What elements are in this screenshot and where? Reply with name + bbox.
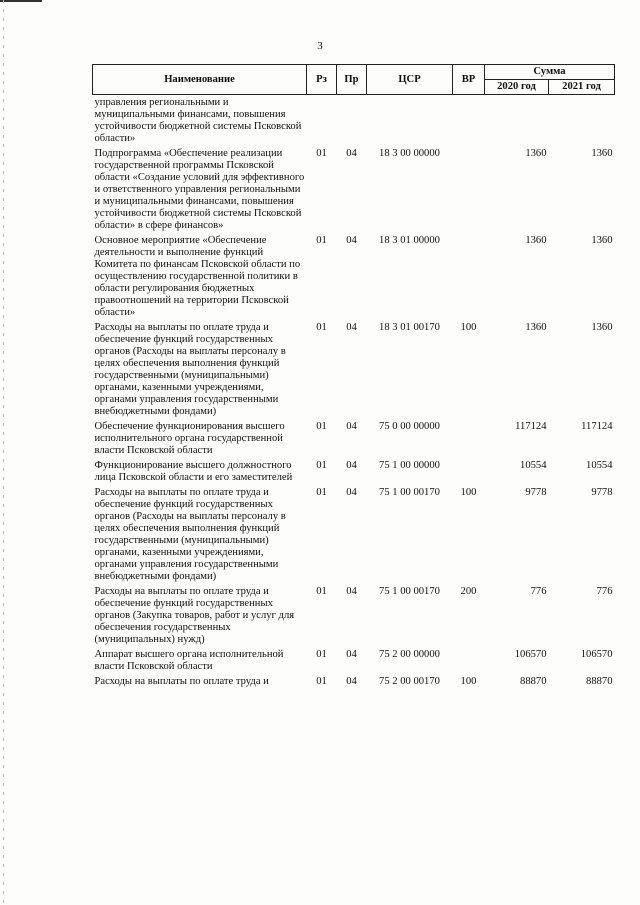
cell-sum-2021: 1360 — [591, 235, 613, 246]
cell-sum-2020: 10554 — [520, 460, 547, 471]
table-row — [93, 320, 615, 419]
cell-sum-2020: 1360 — [525, 235, 547, 246]
cell-sum-2021: 106570 — [580, 649, 613, 660]
cell-name: Подпрограмма «Обеспечение реализации государственной программы Псковской области «Создание условий для эффективного и ответственного управления региональными и муниципальными финансами, повышения устойчивости бюджетной системы Псковской области» в сфере финансов» — [94, 148, 305, 231]
cell-sum-2020 — [485, 95, 549, 147]
cell-vr — [453, 458, 485, 485]
cell-csr: 18 3 01 00000 — [379, 235, 440, 246]
cell-rz: 01 — [316, 676, 327, 687]
header-sum: Сумма — [485, 65, 615, 80]
table-body — [93, 95, 615, 690]
table-row — [93, 146, 615, 233]
cell-sum-2021: 776 — [596, 586, 613, 597]
cell-rz: 01 — [316, 322, 327, 333]
cell-pr: 04 — [346, 649, 357, 660]
cell-sum-2021: 1360 — [591, 148, 613, 159]
left-edge-scan-mark — [3, 0, 4, 905]
cell-rz: 01 — [316, 586, 327, 597]
cell-rz — [307, 95, 337, 147]
cell-csr: 18 3 01 00170 — [379, 322, 440, 333]
corner-scan-mark — [0, 0, 42, 2]
table-row — [93, 458, 615, 485]
cell-vr — [453, 419, 485, 458]
cell-sum-2021: 9778 — [591, 487, 613, 498]
cell-sum-2020: 88870 — [520, 676, 547, 687]
cell-vr — [453, 647, 485, 674]
cell-pr: 04 — [346, 586, 357, 597]
cell-vr: 100 — [460, 322, 477, 333]
cell-name: Расходы на выплаты по оплате труда и обеспечение функций государственных органов (Расходы на выплаты персоналу в целях обеспечения выполнения функций государственными (муниципальными) органами, казенными учреждениями, органами управления государственными внебюджетными фондами) — [94, 322, 286, 417]
table-row — [93, 584, 615, 647]
cell-csr: 75 0 00 00000 — [379, 421, 440, 432]
cell-vr: 100 — [460, 676, 477, 687]
cell-vr — [453, 95, 485, 147]
table-header — [93, 65, 615, 95]
cell-csr: 75 1 00 00170 — [379, 487, 440, 498]
table-row — [93, 485, 615, 584]
table-row — [93, 95, 615, 147]
header-csr: ЦСР — [367, 65, 453, 95]
cell-sum-2021: 1360 — [591, 322, 613, 333]
cell-rz: 01 — [316, 421, 327, 432]
cell-pr: 04 — [346, 487, 357, 498]
header-vr: ВР — [453, 65, 485, 95]
cell-sum-2021: 88870 — [586, 676, 613, 687]
cell-sum-2021: 117124 — [581, 421, 613, 432]
cell-sum-2021: 10554 — [586, 460, 613, 471]
cell-rz: 01 — [316, 148, 327, 159]
header-pr: Пр — [337, 65, 367, 95]
cell-pr — [337, 95, 367, 147]
cell-sum-2020: 776 — [530, 586, 547, 597]
table-row — [93, 647, 615, 674]
table-row — [93, 419, 615, 458]
cell-name: Основное мероприятие «Обеспечение деятельности и выполнение функций Комитета по финансам Псковской области по осуществлению государственной политики в области регулирования бюджетных правоотношений на территории Псковской области» — [94, 235, 301, 318]
cell-pr: 04 — [346, 676, 357, 687]
cell-sum-2020: 1360 — [525, 322, 547, 333]
cell-sum-2020: 9778 — [525, 487, 547, 498]
cell-sum-2021 — [549, 95, 615, 147]
header-rz: Рз — [307, 65, 337, 95]
cell-csr: 75 1 00 00000 — [379, 460, 440, 471]
cell-csr — [367, 95, 453, 147]
table-row — [93, 674, 615, 689]
cell-name: управления региональными и муниципальными финансами, повышения устойчивости бюджетной системы Псковской области» — [94, 97, 302, 144]
cell-sum-2020: 117124 — [515, 421, 547, 432]
cell-pr: 04 — [346, 421, 357, 432]
cell-pr: 04 — [346, 148, 357, 159]
page-number: 3 — [317, 40, 323, 52]
cell-vr: 100 — [460, 487, 477, 498]
header-year-2021: 2021 год — [549, 80, 615, 95]
cell-pr: 04 — [346, 322, 357, 333]
cell-csr: 75 2 00 00000 — [379, 649, 440, 660]
cell-name: Аппарат высшего органа исполнительной власти Псковской области — [94, 649, 284, 672]
header-name: Наименование — [93, 65, 307, 95]
table-row — [93, 233, 615, 320]
cell-vr — [453, 146, 485, 233]
cell-sum-2020: 106570 — [514, 649, 547, 660]
cell-vr — [453, 233, 485, 320]
cell-sum-2020: 1360 — [525, 148, 547, 159]
cell-name: Расходы на выплаты по оплате труда и — [94, 676, 269, 687]
cell-name: Обеспечение функционирования высшего исполнительного органа государственной власти Псковской области — [94, 421, 285, 456]
header-year-2020: 2020 год — [485, 80, 549, 95]
cell-csr: 75 2 00 00170 — [379, 676, 440, 687]
cell-rz: 01 — [316, 235, 327, 246]
cell-rz: 01 — [316, 487, 327, 498]
cell-pr: 04 — [346, 235, 357, 246]
cell-csr: 75 1 00 00170 — [379, 586, 440, 597]
cell-pr: 04 — [346, 460, 357, 471]
cell-rz: 01 — [316, 649, 327, 660]
cell-rz: 01 — [316, 460, 327, 471]
budget-table — [92, 64, 615, 689]
cell-name: Функционирование высшего должностного лица Псковской области и его заместителей — [94, 460, 293, 483]
cell-name: Расходы на выплаты по оплате труда и обеспечение функций государственных органов (Расходы на выплаты персоналу в целях обеспечения выполнения функций государственными (муниципальными) органами, казенными учреждениями, органами управления государственными внебюджетными фондами) — [94, 487, 286, 582]
cell-csr: 18 3 00 00000 — [379, 148, 440, 159]
cell-vr: 200 — [460, 586, 477, 597]
cell-name: Расходы на выплаты по оплате труда и обеспечение функций государственных органов (Закупка товаров, работ и услуг для обеспечения государственных (муниципальных) нужд) — [94, 586, 295, 645]
